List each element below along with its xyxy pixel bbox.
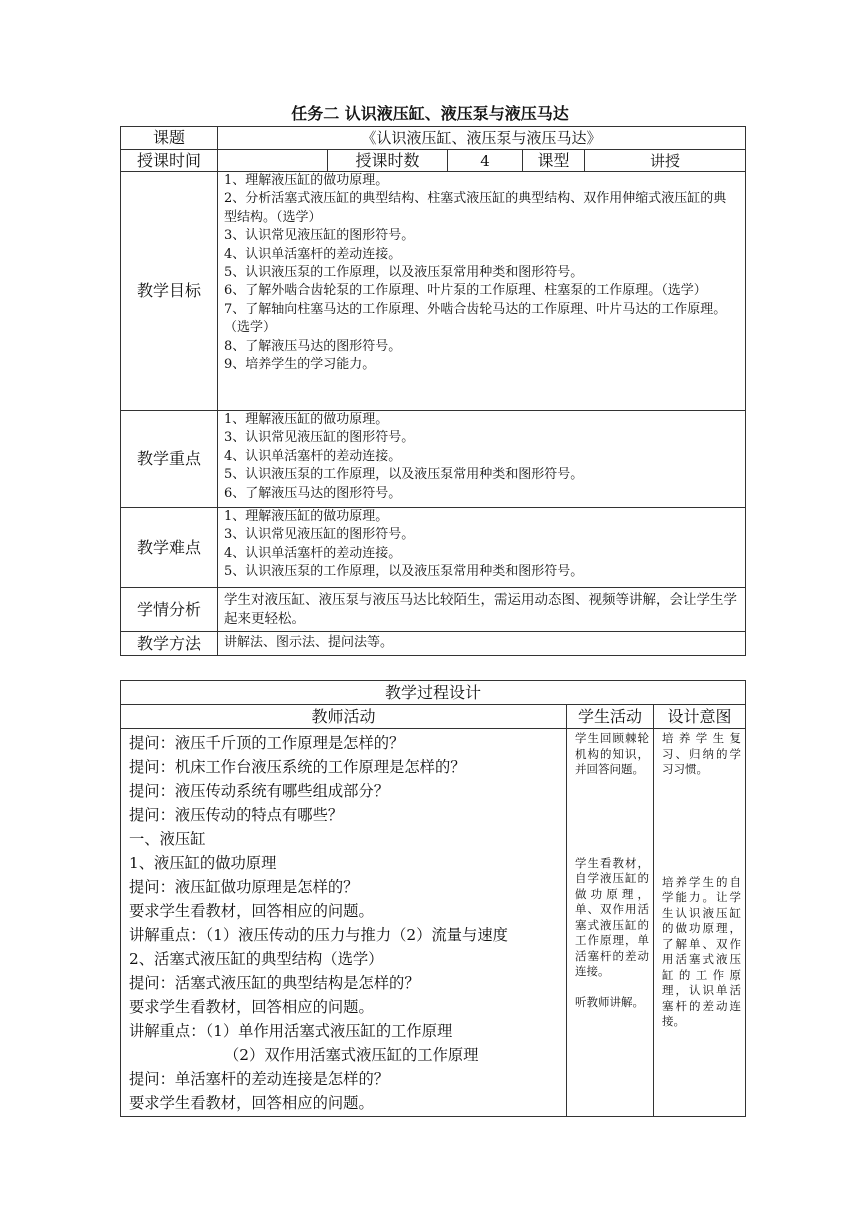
teacher-line: 讲解重点：（1）液压传动的压力与推力（2）流量与速度 [129,926,508,944]
key-point-item: 5、认识液压泵的工作原理，以及液压泵常用种类和图形符号。 [224,467,584,483]
design-intent-cell [654,729,746,1117]
subsection-heading: 1、液压缸的做功原理 [129,854,277,872]
section-heading: 一、液压缸 [129,830,206,848]
subsection-heading: 2、活塞式液压缸的典型结构（选学） [129,950,384,968]
process-header-row [121,705,746,729]
hours-label: 授课时数 [328,150,448,172]
difficulty-item: 3、认识常见液压缸的图形符号。 [224,527,415,543]
key-point-item: 4、认识单活塞杆的差动连接。 [224,448,402,464]
goal-item: 6、了解外啮合齿轮泵的工作原理、叶片泵的工作原理、柱塞泵的工作原理。（选学） [224,283,707,299]
difficulties-row [121,508,746,588]
key-point-item: 3、认识常见液压缸的图形符号。 [224,430,415,446]
teacher-line: 讲解重点：（1）单作用活塞式液压缸的工作原理 [129,1022,453,1040]
process-table [120,680,746,1117]
teacher-activity-cell [121,729,567,1117]
teacher-activity-header: 教师活动 [121,705,567,729]
student-activity-text: 学生看教材，自学液压缸的做功原理，单、双作用活塞式液压缸的工作原理，单活塞杆的差动连接。 [575,855,649,978]
teacher-line: 提问：单活塞杆的差动连接是怎样的？ [129,1070,390,1088]
difficulty-item: 1、理解液压缸的做功原理。 [224,509,389,524]
document-title: 任务二 认识液压缸、液压泵与液压马达 [291,104,569,123]
key-point-item: 1、理解液压缸的做功原理。 [224,412,389,427]
methods-text: 讲解法、图示法、提问法等。 [218,632,746,656]
student-activity-cell [567,729,654,1117]
key-point-item: 6、了解液压马达的图形符号。 [224,485,402,501]
student-activity-text: 听教师讲解。 [575,994,644,1009]
teacher-line: 提问：液压传动系统有哪些组成部分？ [129,782,390,800]
type-value: 讲授 [585,150,746,172]
student-activity-text: 学生回顾棘轮机构的知识，并回答问题。 [575,731,649,776]
goal-item: 8、了解液压马达的图形符号。 [224,338,402,354]
analysis-row [121,588,746,632]
goals-label: 教学目标 [121,172,218,411]
teacher-line: 提问：机床工作台液压系统的工作原理是怎样的？ [129,758,466,776]
key-points-label: 教学重点 [121,411,218,508]
type-label: 课型 [523,150,585,172]
teacher-line: 要求学生看教材，回答相应的问题。 [129,998,374,1016]
course-row [121,127,746,150]
teacher-line: （2）双作用活塞式液压缸的工作原理 [224,1046,479,1064]
goal-item: 4、认识单活塞杆的差动连接。 [224,246,402,262]
schedule-row [121,150,746,172]
methods-row [121,632,746,656]
difficulty-item: 5、认识液压泵的工作原理，以及液压泵常用种类和图形符号。 [224,564,584,580]
time-value [218,150,328,172]
difficulties-list [218,508,746,588]
teacher-line: 要求学生看教材，回答相应的问题。 [129,1094,374,1112]
goal-item: 1、理解液压缸的做功原理。 [224,173,389,188]
process-body-row [121,729,746,1117]
process-title-row [121,681,746,705]
course-label: 课题 [121,127,218,150]
design-intent-header: 设计意图 [654,705,746,729]
course-info-table [120,126,746,656]
difficulties-label: 教学难点 [121,508,218,588]
analysis-text: 学生对液压缸、液压泵与液压马达比较陌生，需运用动态图、视频等讲解，会让学生学起来更轻松。 [218,588,746,632]
teacher-line: 提问：液压传动的特点有哪些？ [129,806,344,824]
process-title: 教学过程设计 [121,681,746,705]
goal-item: 5、认识液压泵的工作原理，以及液压泵常用种类和图形符号。 [224,265,584,281]
goal-item: 3、认识常见液压缸的图形符号。 [224,228,415,244]
goals-row [121,172,746,411]
goal-item: 7、了解轴向柱塞马达的工作原理、外啮合齿轮马达的工作原理、叶片马达的工作原理。（选学） [224,301,727,336]
student-activity-header: 学生活动 [567,705,654,729]
methods-label: 教学方法 [121,632,218,656]
analysis-label: 学情分析 [121,588,218,632]
key-points-row [121,411,746,508]
difficulty-item: 4、认识单活塞杆的差动连接。 [224,545,402,561]
design-intent-text: 培养学生复习、归纳的学习习惯。 [662,731,742,776]
design-intent-text: 培养学生的自学能力。让学生认识液压缸的做功原理，了解单、双作用活塞式液压缸的工作原理，认识单活塞杆的差动连接。 [662,874,742,1028]
key-points-list [218,411,746,508]
goal-item: 2、分析活塞式液压缸的典型结构、柱塞式液压缸的典型结构、双作用伸缩式液压缸的典型结构。（选学） [224,191,727,225]
teacher-line: 提问：液压缸做功原理是怎样的？ [129,878,359,896]
course-value: 《认识液压缸、液压泵与液压马达》 [218,127,746,150]
teacher-line: 提问：活塞式液压缸的典型结构是怎样的？ [129,974,420,992]
time-label: 授课时间 [121,150,218,172]
hours-value: 4 [448,150,523,172]
teacher-line: 要求学生看教材，回答相应的问题。 [129,902,374,920]
goals-list [218,172,746,411]
goal-item: 9、培养学生的学习能力。 [224,357,376,373]
teacher-line: 提问：液压千斤顶的工作原理是怎样的？ [129,734,405,752]
